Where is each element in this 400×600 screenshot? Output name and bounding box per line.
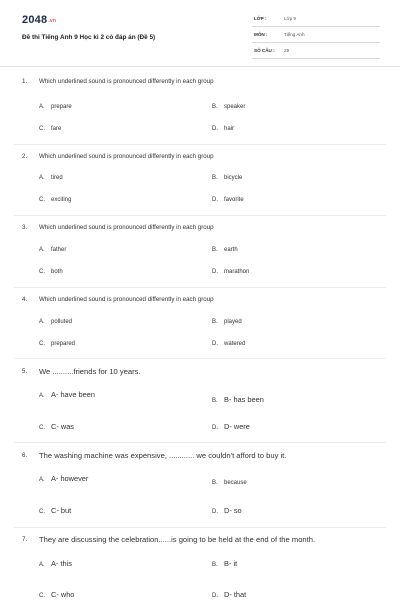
meta-key: LỚP : bbox=[254, 16, 267, 21]
option-letter: C. bbox=[39, 341, 45, 347]
option-letter: B. bbox=[212, 562, 218, 568]
option-letter: C. bbox=[39, 509, 45, 515]
option-text: both bbox=[51, 269, 63, 275]
option-text: B- it bbox=[224, 559, 238, 568]
option-letter: B. bbox=[212, 175, 218, 181]
question-number: 1. bbox=[22, 78, 28, 85]
document-title: Đề thi Tiếng Anh 9 Học kì 2 có đáp án (Đề 5) bbox=[22, 34, 156, 41]
question-text: Which underlined sound is pronounced differently in each group bbox=[39, 224, 214, 231]
option-text: speaker bbox=[224, 104, 246, 110]
option-a[interactable] bbox=[39, 559, 72, 568]
option-c[interactable] bbox=[39, 126, 61, 132]
question-text: We ..........friends for 10 years. bbox=[39, 367, 141, 376]
option-text: because bbox=[224, 480, 247, 486]
header-divider bbox=[0, 66, 400, 67]
option-letter: B. bbox=[212, 480, 218, 486]
option-a[interactable] bbox=[39, 175, 63, 181]
option-text: A- this bbox=[51, 559, 72, 568]
option-b[interactable] bbox=[212, 247, 238, 253]
option-d[interactable] bbox=[212, 590, 246, 599]
question-separator bbox=[14, 215, 386, 216]
meta-row-subject bbox=[252, 28, 380, 43]
option-a[interactable] bbox=[39, 474, 88, 483]
site-logo[interactable] bbox=[22, 14, 56, 26]
option-d[interactable] bbox=[212, 341, 245, 347]
question-separator bbox=[14, 442, 386, 443]
option-text: C- but bbox=[51, 506, 72, 515]
option-letter: A. bbox=[39, 104, 45, 110]
option-text: exciting bbox=[51, 197, 72, 203]
option-text: A- however bbox=[51, 474, 89, 483]
option-c[interactable] bbox=[39, 590, 74, 599]
option-letter: A. bbox=[39, 319, 45, 325]
option-b[interactable] bbox=[212, 319, 242, 325]
option-text: polluted bbox=[51, 319, 73, 325]
logo-domain: .vn bbox=[48, 18, 57, 24]
option-letter: C. bbox=[39, 425, 45, 431]
question-number: 7. bbox=[22, 536, 28, 543]
option-text: C- who bbox=[51, 590, 75, 599]
option-d[interactable] bbox=[212, 506, 242, 515]
exam-meta-table bbox=[252, 12, 380, 60]
option-d[interactable] bbox=[212, 126, 234, 132]
option-text: A- have been bbox=[51, 390, 95, 399]
option-text: favorite bbox=[224, 197, 244, 203]
option-letter: B. bbox=[212, 398, 218, 404]
option-c[interactable] bbox=[39, 269, 63, 275]
option-letter: B. bbox=[212, 104, 218, 110]
meta-key: SỐ CÂU : bbox=[254, 48, 275, 53]
option-a[interactable] bbox=[39, 104, 72, 110]
option-text: D- so bbox=[224, 506, 242, 515]
option-c[interactable] bbox=[39, 422, 74, 431]
option-letter: A. bbox=[39, 562, 45, 568]
option-letter: A. bbox=[39, 477, 45, 483]
meta-row-count bbox=[252, 44, 380, 59]
option-text: B- has been bbox=[224, 395, 264, 404]
meta-value: Tiếng Anh bbox=[284, 32, 305, 37]
option-text: played bbox=[224, 319, 242, 325]
option-text: prepare bbox=[51, 104, 72, 110]
question-separator bbox=[14, 144, 386, 145]
option-c[interactable] bbox=[39, 341, 75, 347]
question-number: 6. bbox=[22, 452, 28, 459]
option-b[interactable] bbox=[212, 559, 237, 568]
option-text: bicycle bbox=[224, 175, 243, 181]
option-text: tired bbox=[51, 175, 63, 181]
exam-header bbox=[0, 0, 400, 64]
option-d[interactable] bbox=[212, 422, 250, 431]
question-text: Which underlined sound is pronounced differently in each group bbox=[39, 153, 214, 160]
option-d[interactable] bbox=[212, 269, 249, 275]
option-letter: C. bbox=[39, 269, 45, 275]
question-separator bbox=[14, 358, 386, 359]
option-letter: A. bbox=[39, 247, 45, 253]
option-a[interactable] bbox=[39, 247, 66, 253]
option-text: D- that bbox=[224, 590, 247, 599]
option-letter: C. bbox=[39, 197, 45, 203]
option-a[interactable] bbox=[39, 319, 72, 325]
question-number: 4. bbox=[22, 296, 28, 303]
meta-value: Lớp 9 bbox=[284, 16, 296, 21]
option-c[interactable] bbox=[39, 506, 71, 515]
option-text: fare bbox=[51, 126, 62, 132]
option-text: watered bbox=[224, 341, 246, 347]
option-letter: D. bbox=[212, 341, 218, 347]
option-letter: D. bbox=[212, 593, 218, 599]
option-letter: C. bbox=[39, 126, 45, 132]
option-text: marathon bbox=[224, 269, 250, 275]
question-number: 2. bbox=[22, 153, 28, 160]
option-letter: D. bbox=[212, 197, 218, 203]
option-letter: D. bbox=[212, 509, 218, 515]
option-text: prepared bbox=[51, 341, 76, 347]
option-letter: B. bbox=[212, 247, 218, 253]
question-text: They are discussing the celebration......is going to be held at the end of the month. bbox=[39, 535, 316, 544]
option-b[interactable] bbox=[212, 175, 242, 181]
option-letter: D. bbox=[212, 425, 218, 431]
option-b[interactable] bbox=[212, 104, 245, 110]
option-text: hair bbox=[224, 126, 235, 132]
meta-value: 29 bbox=[284, 48, 290, 53]
question-text: The washing machine was expensive, ............ we couldn't afford to buy it. bbox=[39, 451, 287, 460]
option-letter: D. bbox=[212, 126, 218, 132]
logo-text: 2048 bbox=[22, 14, 48, 26]
meta-row-grade bbox=[252, 12, 380, 27]
question-number: 5. bbox=[22, 368, 28, 375]
option-d[interactable] bbox=[212, 197, 244, 203]
option-letter: D. bbox=[212, 269, 218, 275]
option-text: D- were bbox=[224, 422, 250, 431]
question-separator bbox=[14, 527, 386, 528]
option-letter: B. bbox=[212, 319, 218, 325]
question-separator bbox=[14, 287, 386, 288]
option-b[interactable] bbox=[212, 480, 247, 486]
option-text: C- was bbox=[51, 422, 74, 431]
option-letter: A. bbox=[39, 175, 45, 181]
option-a[interactable] bbox=[39, 390, 95, 399]
option-c[interactable] bbox=[39, 197, 71, 203]
meta-key: MÔN : bbox=[254, 32, 268, 37]
option-text: father bbox=[51, 247, 67, 253]
question-text: Which underlined sound is pronounced differently in each group bbox=[39, 296, 214, 303]
option-text: earth bbox=[224, 247, 238, 253]
option-letter: A. bbox=[39, 393, 45, 399]
option-b[interactable] bbox=[212, 395, 264, 404]
question-text: Which underlined sound is pronounced differently in each group bbox=[39, 78, 214, 85]
option-letter: C. bbox=[39, 593, 45, 599]
question-number: 3. bbox=[22, 224, 28, 231]
